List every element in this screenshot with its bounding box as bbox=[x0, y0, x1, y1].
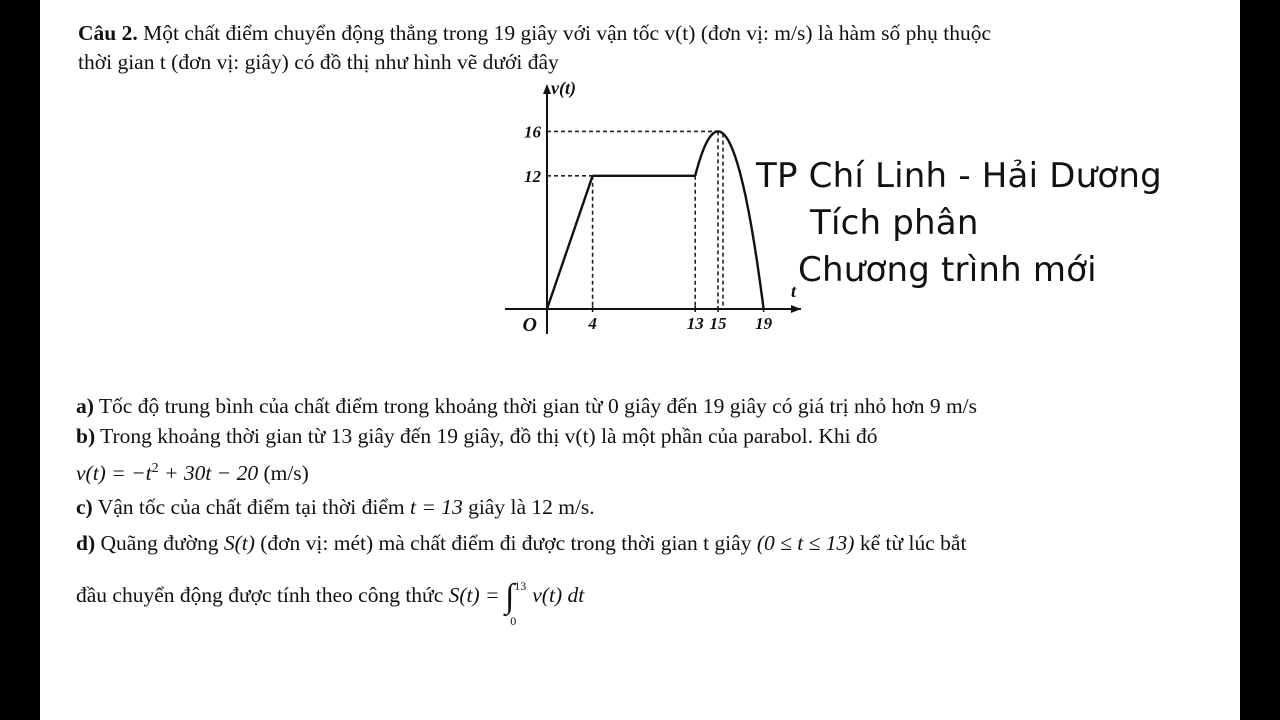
chart-labels bbox=[523, 80, 797, 336]
statement-b-formula bbox=[76, 454, 1196, 488]
velocity-graph bbox=[465, 80, 805, 350]
question-statement bbox=[78, 19, 1188, 77]
formula-d-rhs: v(t) dt bbox=[532, 583, 585, 607]
statement-d-text2: (đơn vị: mét) mà chất điểm đi được trong thời gian t giây bbox=[254, 531, 757, 555]
y-axis-label: v(t) bbox=[551, 80, 576, 98]
statement-d-text3: kể từ lúc bắt bbox=[854, 531, 967, 555]
topic-curriculum: Chương trình mới bbox=[798, 250, 1097, 290]
y-tick-label-16: 16 bbox=[524, 122, 541, 142]
x-tick-label-13: 13 bbox=[686, 314, 704, 333]
statement-b-label: b) bbox=[76, 424, 96, 448]
statement-d bbox=[76, 529, 1196, 558]
integral-limits bbox=[510, 579, 532, 629]
statement-d-line2-text: đầu chuyển động được tính theo công thức bbox=[76, 583, 449, 607]
statement-c-text2: giây là 12 m/s. bbox=[462, 495, 595, 519]
formula-d-lhs: S(t) = bbox=[448, 583, 505, 607]
x-tick-label-4: 4 bbox=[588, 314, 597, 333]
document-page bbox=[40, 0, 1240, 720]
chart-curve bbox=[547, 131, 764, 309]
question-number: Câu 2. bbox=[78, 21, 138, 45]
integral-lower-limit: 0 bbox=[510, 614, 517, 629]
origin-label: O bbox=[522, 314, 537, 336]
statement-c bbox=[76, 493, 1196, 522]
statement-d-range: (0 ≤ t ≤ 13) bbox=[756, 531, 855, 555]
x-tick-label-15: 15 bbox=[709, 314, 727, 333]
statement-a-text: Tốc độ trung bình của chất điểm trong khoảng thời gian từ 0 giây đến 19 giây có giá trị nhỏ hơn 9 m/s bbox=[98, 394, 978, 418]
topic-subject: Tích phân bbox=[810, 203, 979, 243]
question-text-line2: thời gian t (đơn vị: giây) có đồ thị như hình vẽ dưới đây bbox=[78, 50, 559, 74]
x-axis-arrow bbox=[791, 305, 801, 313]
chart-axes bbox=[505, 84, 801, 334]
statement-d-line2 bbox=[76, 577, 1196, 629]
statement-d-text: Quãng đường bbox=[100, 531, 224, 555]
y-axis-arrow bbox=[543, 84, 551, 94]
statement-b-text: Trong khoảng thời gian từ 13 giây đến 19 giây, đồ thị v(t) là một phần của parabol. Khi đó bbox=[100, 424, 878, 448]
curve-segment-parabola bbox=[695, 131, 763, 309]
topic-location: TP Chí Linh - Hải Dương bbox=[756, 156, 1162, 196]
formula-b-unit: (m/s) bbox=[258, 461, 309, 486]
statement-a-label: a) bbox=[76, 394, 94, 418]
statement-c-label: c) bbox=[76, 495, 93, 519]
integral-sign: ∫ bbox=[504, 578, 515, 615]
formula-b-lhs: v(t) = −t bbox=[76, 461, 152, 486]
velocity-chart-svg bbox=[465, 80, 805, 345]
x-axis-label: t bbox=[791, 281, 797, 301]
statement-c-text: Vận tốc của chất điểm tại thời điểm bbox=[97, 495, 410, 519]
statement-b bbox=[76, 422, 1196, 451]
x-tick-label-19: 19 bbox=[755, 314, 773, 333]
statement-a bbox=[76, 392, 1196, 421]
formula-b-rhs: + 30t − 20 bbox=[158, 461, 259, 486]
chart-guides bbox=[547, 131, 723, 309]
y-tick-label-12: 12 bbox=[524, 166, 541, 186]
statement-d-math: S(t) bbox=[223, 531, 255, 555]
formula-b-exponent: 2 bbox=[151, 461, 159, 476]
statement-c-math: t = 13 bbox=[409, 495, 463, 519]
curve-segment-linear bbox=[547, 176, 593, 309]
statement-d-label: d) bbox=[76, 531, 96, 555]
integral-upper-limit: 13 bbox=[514, 579, 527, 594]
question-text-line1: Một chất điểm chuyển động thẳng trong 19 giây với vận tốc v(t) (đơn vị: m/s) là hàm số phụ thuộc bbox=[143, 21, 992, 45]
